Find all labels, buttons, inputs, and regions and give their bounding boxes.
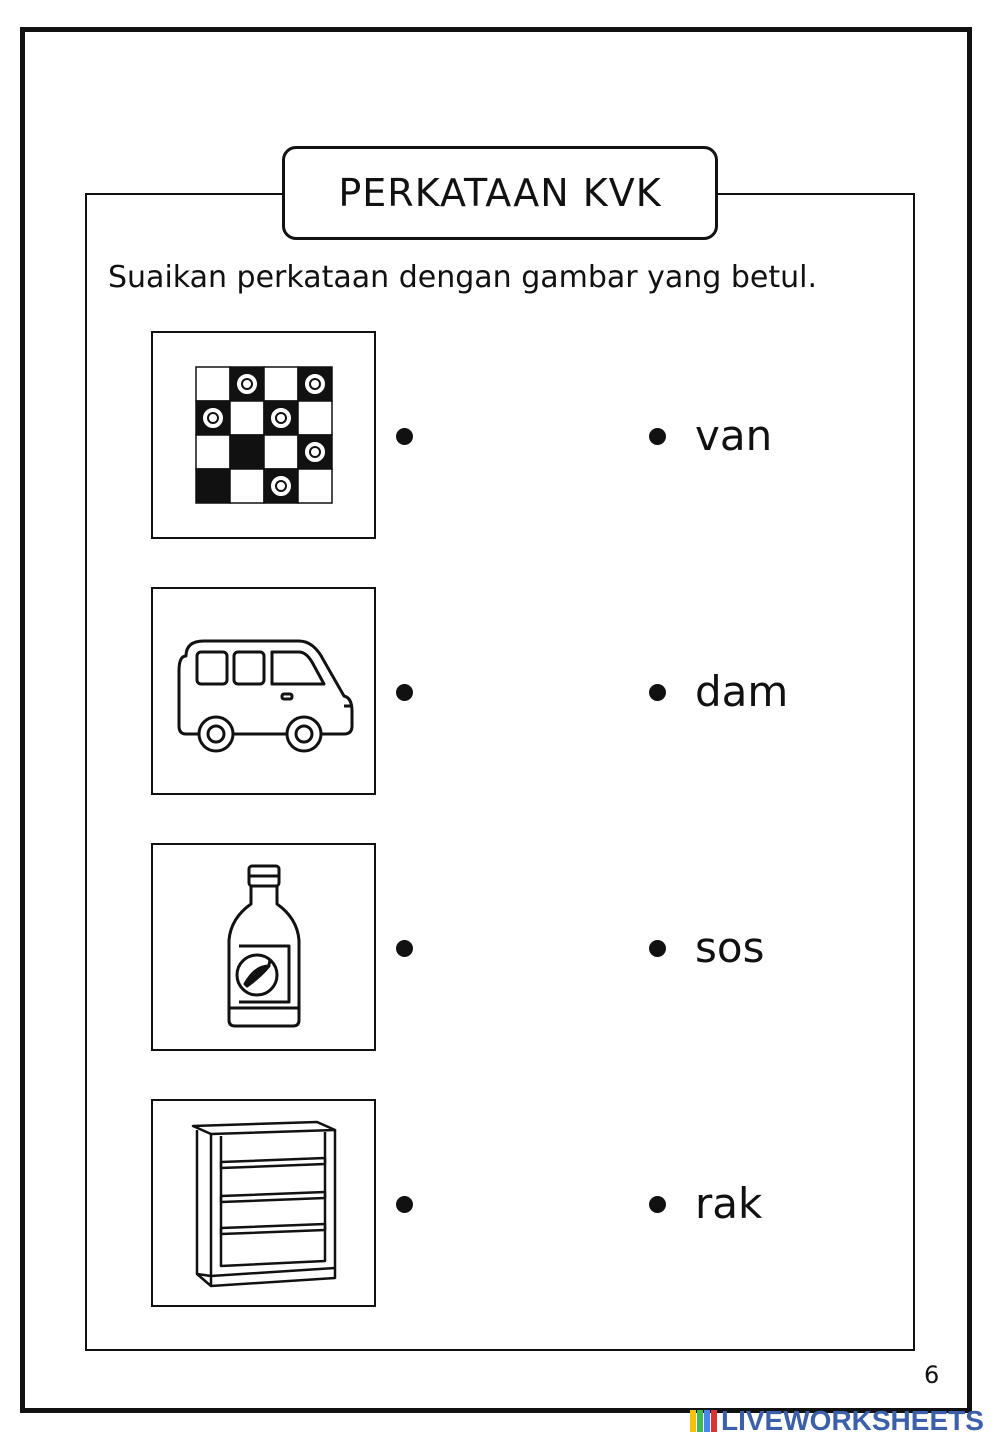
word-4-dot[interactable]	[649, 1196, 666, 1213]
word-1-dot[interactable]	[649, 428, 666, 445]
word-1: van	[695, 411, 773, 460]
word-2: dam	[695, 667, 789, 716]
instruction-text: Suaikan perkataan dengan gambar yang betul.	[108, 260, 818, 295]
checkers-board-icon	[194, 365, 334, 505]
liveworksheets-logo-icon	[690, 1410, 717, 1432]
worksheet-title: PERKATAAN KVK	[338, 171, 662, 215]
word-4: rak	[695, 1179, 763, 1228]
picture-box-2	[151, 587, 376, 795]
sauce-bottle-icon	[219, 862, 309, 1032]
picture-2-dot[interactable]	[396, 684, 413, 701]
picture-box-3	[151, 843, 376, 1051]
word-3: sos	[695, 923, 765, 972]
picture-1-dot[interactable]	[396, 428, 413, 445]
brand-text: LIVEWORKSHEETS	[721, 1405, 984, 1436]
picture-box-1	[151, 331, 376, 539]
van-icon	[164, 626, 364, 756]
word-3-dot[interactable]	[649, 940, 666, 957]
liveworksheets-brand	[690, 1404, 990, 1438]
worksheet-title-box	[282, 146, 718, 240]
word-2-dot[interactable]	[649, 684, 666, 701]
bookshelf-icon	[189, 1116, 339, 1291]
picture-4-dot[interactable]	[396, 1196, 413, 1213]
picture-3-dot[interactable]	[396, 940, 413, 957]
picture-box-4	[151, 1099, 376, 1307]
page-number: 6	[924, 1361, 940, 1389]
